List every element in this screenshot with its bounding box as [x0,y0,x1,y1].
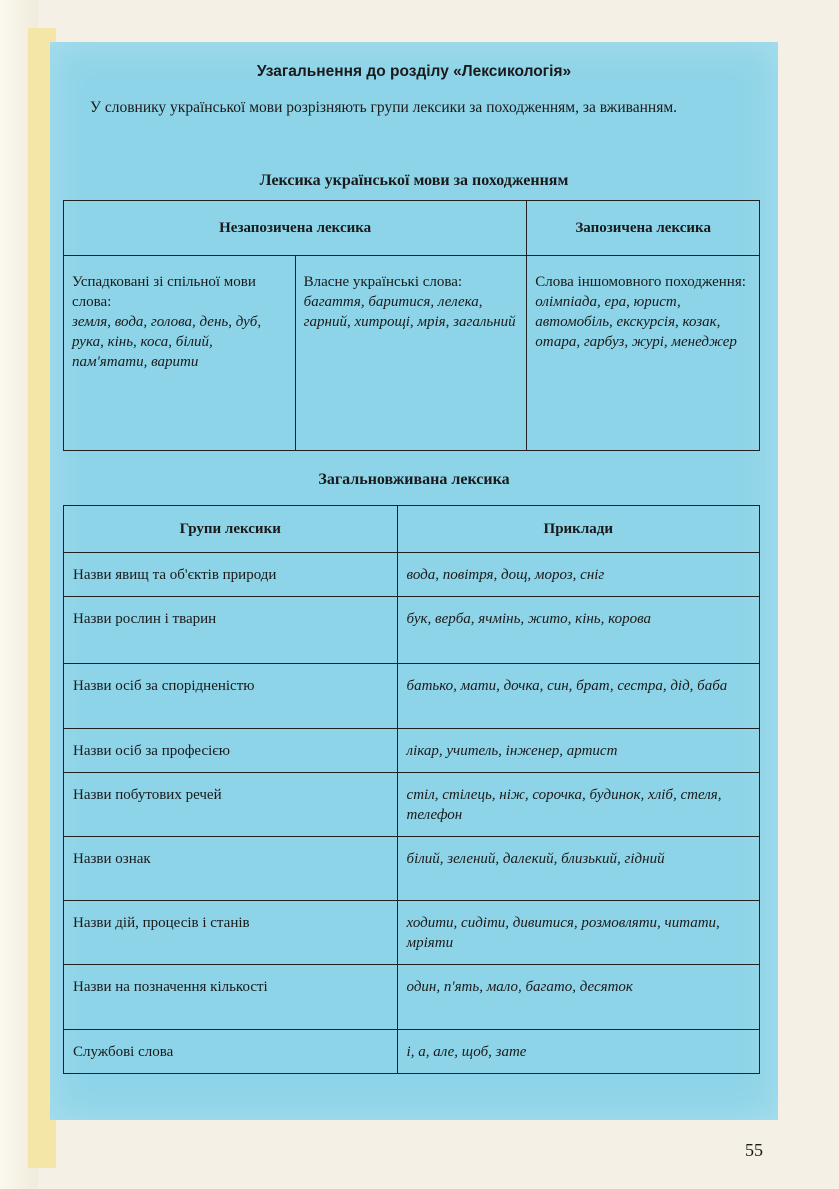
examples-column-header: Приклади [397,506,759,553]
lexicon-group: Службові слова [64,1030,398,1074]
native-words-cell [295,256,527,451]
origin-table-body-row [64,256,760,451]
native-lexicon-header: Незапозичена лексика [64,201,527,256]
groups-column-header: Групи лексики [64,506,398,553]
lexicon-examples: і, а, але, щоб, зате [397,1030,759,1074]
usage-table-header-row [64,506,760,553]
table-row [64,597,760,664]
origin-table-header-row [64,201,760,256]
foreign-words-label: Слова іншомовного походження: [535,274,746,290]
table-row [64,553,760,597]
lexicon-examples: стіл, стілець, ніж, сорочка, будинок, хліб, стеля, телефон [397,773,759,837]
inherited-words-cell [64,256,296,451]
section-heading: Узагальнення до розділу «Лексикологія» [256,63,572,80]
lexicon-examples: батько, мати, дочка, син, брат, сестра, дід, баба [397,664,759,729]
usage-table-title: Загальновживана лексика [318,471,510,488]
foreign-words-examples: олімпіада, ера, юрист, автомобіль, екскурсія, козак, отара, гарбуз, журі, менеджер [535,294,737,350]
borrowed-lexicon-header: Запозичена лексика [527,201,760,256]
lexicon-group: Назви осіб за спорідненістю [64,664,398,729]
page-number: 55 [745,1140,763,1160]
lexicon-examples: білий, зелений, далекий, близький, гідний [397,837,759,901]
lexicon-group: Назви явищ та об'єктів природи [64,553,398,597]
intro-paragraph: У словнику української мови розрізняють групи лексики за походженням, за вживанням. [90,99,678,116]
origin-table-title: Лексика української мови за походженням [259,172,569,189]
lexicon-examples: лікар, учитель, інженер, артист [397,729,759,773]
lexicon-examples: вода, повітря, дощ, мороз, сніг [397,553,759,597]
lexicon-examples: бук, верба, ячмінь, жито, кінь, корова [397,597,759,664]
table-row [64,729,760,773]
lexicon-group: Назви ознак [64,837,398,901]
table-row [64,1030,760,1074]
inherited-words-label: Успадковані зі спільної мови слова: [72,274,256,310]
table-row [64,965,760,1030]
lexicon-group: Назви рослин і тварин [64,597,398,664]
table-row [64,837,760,901]
table-row [64,664,760,729]
lexicon-group: Назви осіб за професією [64,729,398,773]
inherited-words-examples: земля, вода, голова, день, дуб, рука, кінь, коса, білий, пам'ятати, варити [72,314,262,370]
lexicon-examples: один, п'ять, мало, багато, десяток [397,965,759,1030]
lexicon-group: Назви дій, процесів і станів [64,901,398,965]
lexicon-group: Назви побутових речей [64,773,398,837]
foreign-words-cell [527,256,760,451]
native-words-label: Власне українські слова: [303,274,463,290]
table-row [64,773,760,837]
origin-table [63,200,760,451]
lexicon-group: Назви на позначення кількості [64,965,398,1030]
table-row [64,901,760,965]
usage-table [63,505,760,1074]
lexicon-examples: ходити, сидіти, дивитися, розмовляти, читати, мріяти [397,901,759,965]
native-words-examples: багаття, баритися, лелека, гарний, хитрощі, мрія, загальний [303,294,516,330]
